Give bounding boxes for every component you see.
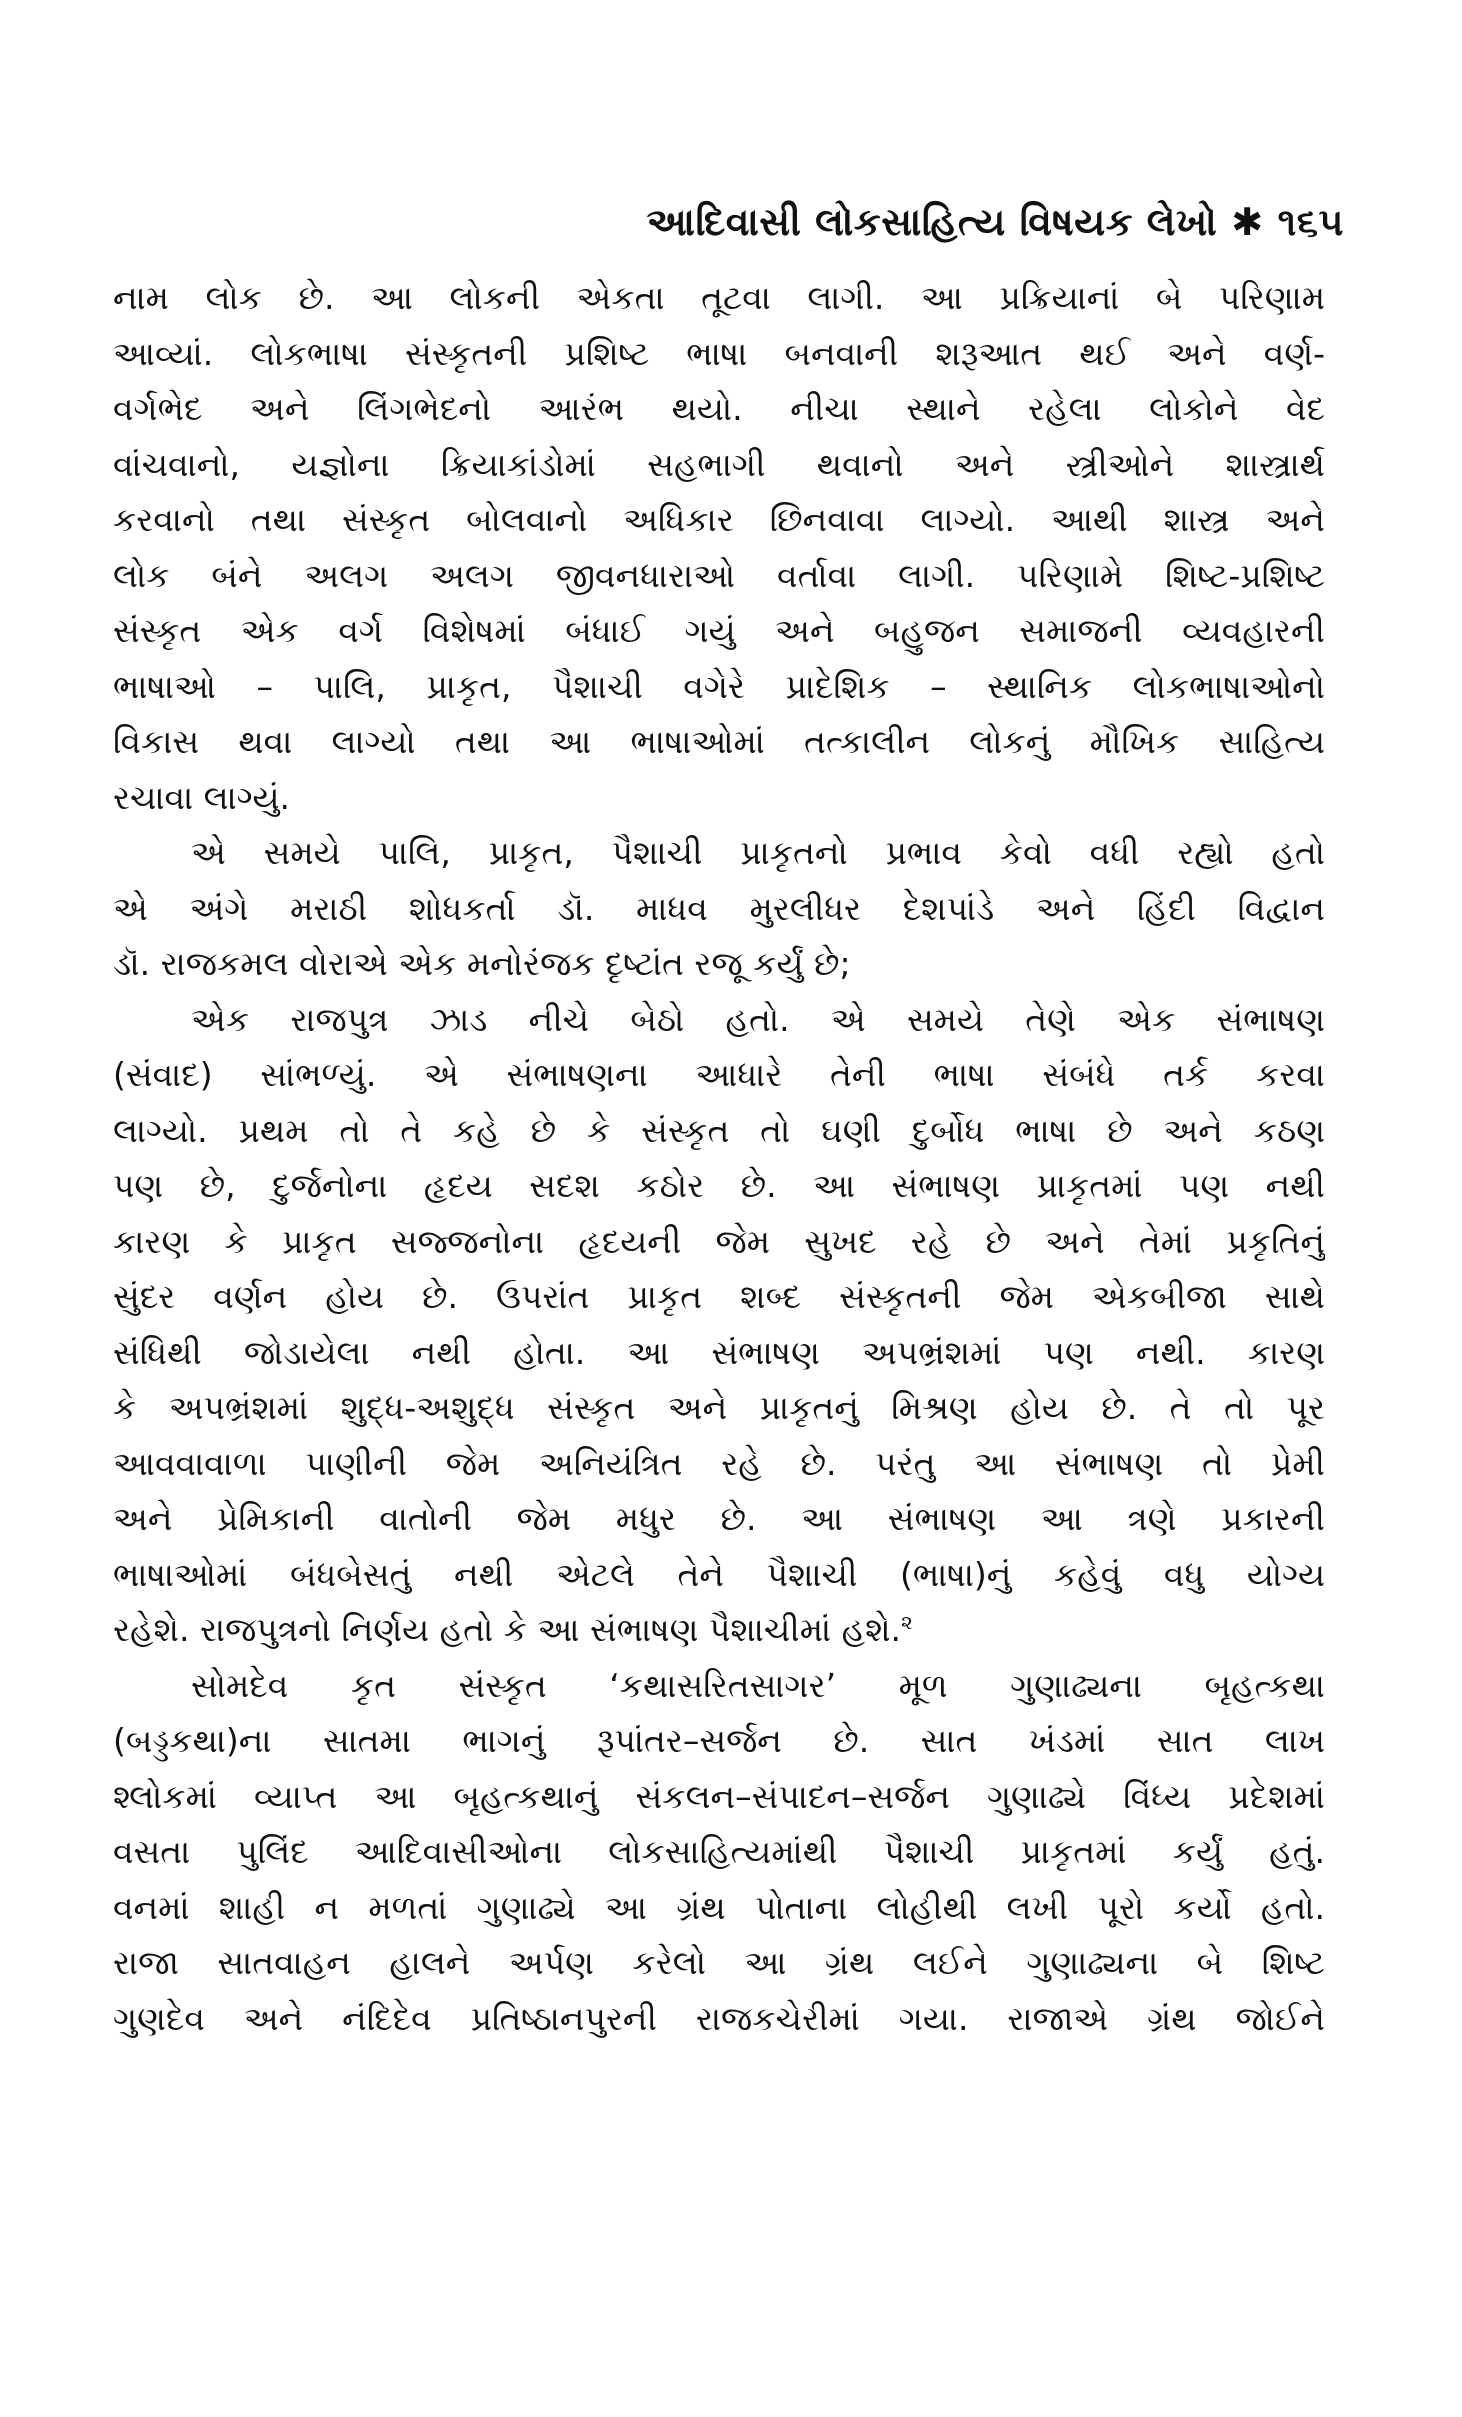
text-line: ગુણદેવ અને નંદિદેવ પ્રતિષ્ઠાનપુરની રાજકચેરીમાં ગયા. રાજાએ ગ્રંથ જોઈને: [113, 1998, 1325, 2038]
footnote-reference: ૨: [901, 1610, 913, 1634]
text-line: શ્લોકમાં વ્યાપ્ત આ બૃહત્કથાનું સંકલન–સંપાદન–સર્જન ગુણાઢ્યે વિંધ્ય પ્રદેશમાં: [113, 1776, 1325, 1816]
text-line-with-footnote: [113, 1602, 1325, 1658]
text-line: વાંચવાનો, યજ્ઞોના ક્રિયાકાંડોમાં સહભાગી થવાનો અને સ્ત્રીઓને શાસ્ત્રાર્થ: [113, 444, 1325, 484]
text-line: એક રાજપુત્ર ઝાડ નીચે બેઠો હતો. એ સમયે તેણે એક સંભાષણ: [191, 999, 1325, 1039]
text-line: એ અંગે મરાઠી શોધકર્તા ડૉ. માધવ મુરલીધર દેશપાંડે અને હિંદી વિદ્વાન: [113, 888, 1325, 928]
text-line: પણ છે, દુર્જનોના હૃદય સદશ કઠોર છે. આ સંભાષણ પ્રાકૃતમાં પણ નથી: [113, 1166, 1325, 1205]
text-line: નામ લોક છે. આ લોકની એકતા તૂટવા લાગી. આ પ્રક્રિયાનાં બે પરિણામ: [113, 278, 1325, 317]
text-line: કારણ કે પ્રાકૃત સજ્જનોના હૃદયની જેમ સુખદ રહે છે અને તેમાં પ્રકૃતિનું: [113, 1221, 1325, 1261]
text-line: આવવાવાળા પાણીની જેમ અનિયંત્રિત રહે છે. પરંતુ આ સંભાષણ તો પ્રેમી: [113, 1443, 1325, 1483]
text-line: લાગ્યો. પ્રથમ તો તે કહે છે કે સંસ્કૃત તો ઘણી દુર્બોધ ભાષા છે અને કઠણ: [113, 1110, 1325, 1150]
text-line: રચાવા લાગ્યું.: [113, 777, 291, 817]
text-line-content: રહેશે. રાજપુત્રનો નિર્ણય હતો કે આ સંભાષણ પૈશાચીમાં હશે.: [113, 1610, 901, 1649]
asterisk-separator-icon: ✱: [1231, 200, 1264, 244]
text-line: સુંદર વર્ણન હોય છે. ઉપરાંત પ્રાકૃત શબ્દ સંસ્કૃતની જેમ એકબીજા સાથે: [113, 1277, 1325, 1316]
text-line: અને પ્રેમિકાની વાતોની જેમ મધુર છે. આ સંભાષણ આ ત્રણે પ્રકારની: [113, 1499, 1325, 1538]
text-line: વર્ગભેદ અને લિંગભેદનો આરંભ થયો. નીચા સ્થાને રહેલા લોકોને વેદ: [113, 389, 1325, 428]
text-line: વિકાસ થવા લાગ્યો તથા આ ભાષાઓમાં તત્કાલીન લોકનું મૌખિક સાહિત્ય: [113, 722, 1325, 761]
text-line: ડૉ. રાજકમલ વોરાએ એક મનોરંજક દૃષ્ટાંત રજૂ કર્યું છે;: [113, 944, 851, 983]
text-line: ભાષાઓ – પાલિ, પ્રાકૃત, પૈશાચી વગેરે પ્રાદેશિક – સ્થાનિક લોકભાષાઓનો: [113, 666, 1325, 706]
text-line: (બડ્ડકથા)ના સાતમા ભાગનું રૂપાંતર–સર્જન છે. સાત ખંડમાં સાત લાખ: [113, 1721, 1325, 1760]
text-line: સંધિથી જોડાયેલા નથી હોતા. આ સંભાષણ અપભ્રંશમાં પણ નથી. કારણ: [113, 1332, 1325, 1372]
text-line: લોક બંને અલગ અલગ જીવનધારાઓ વર્તાવા લાગી. પરિણામે શિષ્ટ-પ્રશિષ્ટ: [113, 555, 1325, 595]
text-line: (સંવાદ) સાંભળ્યું. એ સંભાષણના આધારે તેની ભાષા સંબંધે તર્ક કરવા: [113, 1055, 1325, 1094]
text-line: એ સમયે પાલિ, પ્રાકૃત, પૈશાચી પ્રાકૃતનો પ્રભાવ કેવો વધી રહ્યો હતો: [191, 833, 1325, 872]
text-line: કરવાનો તથા સંસ્કૃત બોલવાનો અધિકાર છિનવાવા લાગ્યો. આથી શાસ્ત્ર અને: [113, 500, 1325, 539]
page-number: ૧૬૫: [1277, 200, 1344, 244]
text-line: આવ્યાં. લોકભાષા સંસ્કૃતની પ્રશિષ્ટ ભાષા બનવાની શરૂઆત થઈ અને વર્ણ-: [113, 333, 1325, 373]
running-header: [647, 200, 1344, 245]
text-line: સોમદેવ કૃત સંસ્કૃત ‘કથાસરિતસાગર’ મૂળ ગુણાઢ્યના બૃહત્કથા: [191, 1665, 1325, 1705]
text-line: વનમાં શાહી ન મળતાં ગુણાઢ્યે આ ગ્રંથ પોતાના લોહીથી લખી પૂરો કર્યો હતો.: [113, 1887, 1325, 1927]
text-line: કે અપભ્રંશમાં શુદ્ધ-અશુદ્ધ સંસ્કૃત અને પ્રાકૃતનું મિશ્રણ હોય છે. તે તો પૂર: [113, 1388, 1325, 1427]
body-text: [113, 270, 1325, 2046]
text-line: સંસ્કૃત એક વર્ગ વિશેષમાં બંધાઈ ગયું અને બહુજન સમાજની વ્યવહારની: [113, 611, 1325, 650]
text-line: વસતા પુલિંદ આદિવાસીઓના લોકસાહિત્યમાંથી પૈશાચી પ્રાકૃતમાં કર્યું હતું.: [113, 1832, 1325, 1871]
header-title: આદિવાસી લોકસાહિત્ય વિષયક લેખો: [646, 200, 1218, 244]
text-line: રાજા સાતવાહન હાલને અર્પણ કરેલો આ ગ્રંથ લઈને ગુણાઢ્યના બે શિષ્ટ: [113, 1943, 1325, 1982]
text-line: ભાષાઓમાં બંધબેસતું નથી એટલે તેને પૈશાચી (ભાષા)નું કહેવું વધુ યોગ્ય: [113, 1554, 1325, 1594]
